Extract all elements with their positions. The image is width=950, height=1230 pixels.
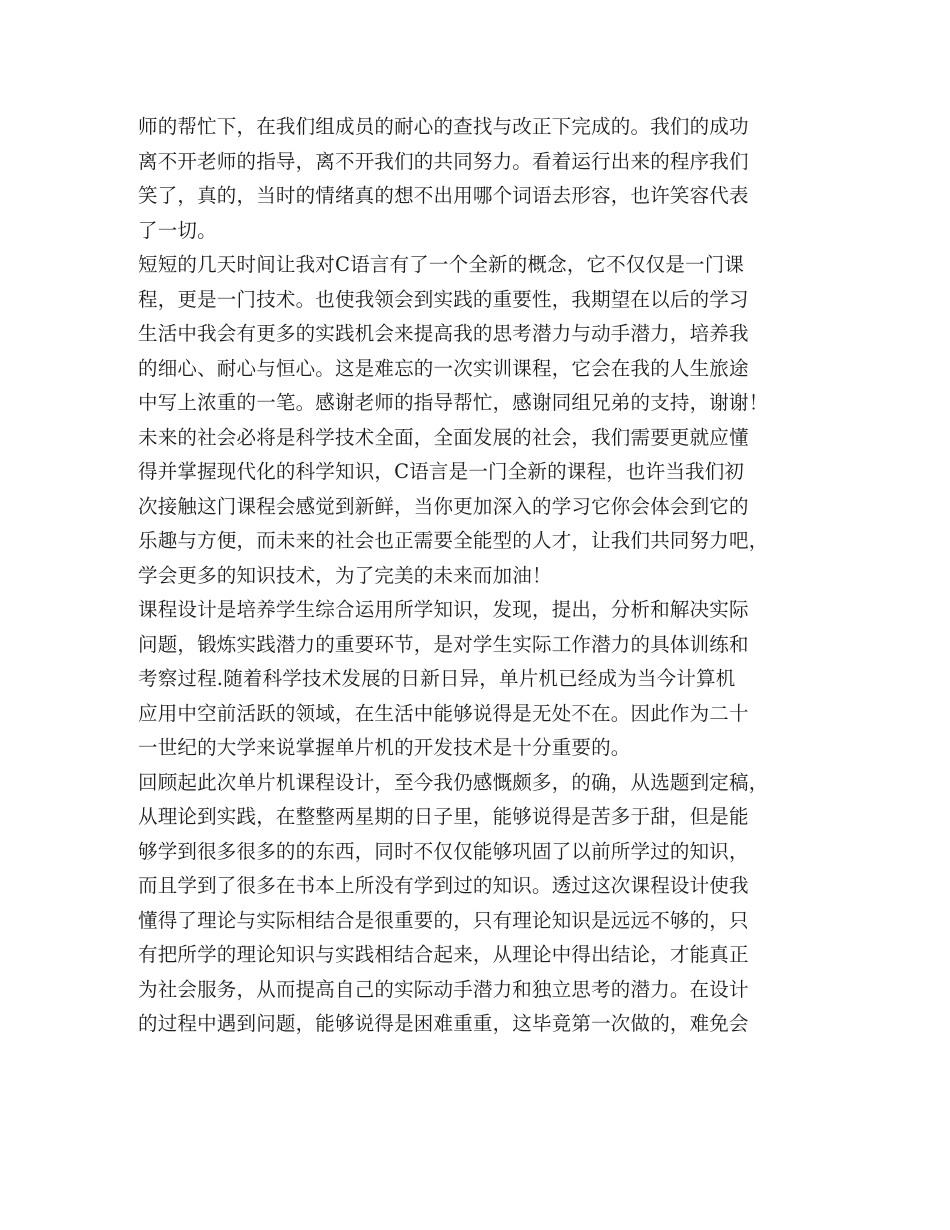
text-line-17: 考察过程.随着科学技术发展的日新日异，单片机已经成为当今计算机	[138, 667, 736, 690]
text-line-6: 程，更是一门技术。也使我领会到实践的重要性，我期望在以后的学习	[138, 287, 749, 311]
text-line-8: 的细心、耐心与恒心。这是难忘的一次实训课程，它会在我的人生旅途	[138, 356, 749, 380]
text-line-9: 中写上浓重的一笔。感谢老师的指导帮忙，感谢同组兄弟的支持，谢谢！	[138, 391, 769, 414]
text-line-24: 懂得了理论与实际相结合是很重要的，只有理论知识是远远不够的，只	[138, 908, 749, 932]
text-line-27: 的过程中遇到问题，能够说得是困难重重，这毕竟第一次做的，难免会	[138, 1012, 749, 1035]
text-line-12: 次接触这门课程会感觉到新鲜，当你更加深入的学习它你会体会到它的	[138, 494, 749, 518]
text-line-20: 回顾起此次单片机课程设计，至今我仍感慨颇多，的确，从选题到定稿，	[138, 770, 769, 794]
text-line-22: 够学到很多很多的的东西，同时不仅仅能够巩固了以前所学过的知识，	[138, 839, 749, 863]
text-line-5: 短短的几天时间让我对C语言有了一个全新的概念，它不仅仅是一门课	[138, 253, 745, 276]
text-line-11: 得并掌握现代化的科学知识，C语言是一门全新的课程，也许当我们初	[138, 460, 745, 483]
text-line-13: 乐趣与方便，而未来的社会也正需要全能型的人才，让我们共同努力吧，	[138, 529, 769, 552]
text-line-14: 学会更多的知识技术，为了完美的未来而加油！	[138, 563, 552, 587]
text-line-19: 一世纪的大学来说掌握单片机的开发技术是十分重要的。	[138, 736, 631, 759]
text-line-1: 师的帮忙下，在我们组成员的耐心的查找与改正下完成的。我们的成功	[138, 115, 749, 138]
text-line-18: 应用中空前活跃的领域，在生活中能够说得是无处不在。因此作为二十	[138, 701, 749, 725]
text-line-23: 而且学到了很多在书本上所没有学到过的知识。透过这次课程设计使我	[138, 874, 749, 897]
text-line-25: 有把所学的理论知识与实践相结合起来，从理论中得出结论，才能真正	[138, 943, 749, 966]
text-line-16: 问题，锻炼实践潜力的重要环节，是对学生实际工作潜力的具体训练和	[138, 632, 749, 656]
text-line-4: 了一切。	[138, 218, 217, 242]
text-line-15: 课程设计是培养学生综合运用所学知识，发现，提出，分析和解决实际	[138, 598, 749, 621]
text-line-21: 从理论到实践，在整整两星期的日子里，能够说得是苦多于甜，但是能	[138, 805, 749, 828]
text-line-3: 笑了，真的，当时的情绪真的想不出用哪个词语去形容，也许笑容代表	[138, 184, 749, 207]
text-line-10: 未来的社会必将是科学技术全面，全面发展的社会，我们需要更就应懂	[138, 425, 749, 449]
text-line-26: 为社会服务，从而提高自己的实际动手潜力和独立思考的潜力。在设计	[138, 977, 749, 1001]
text-line-2: 离不开老师的指导，离不开我们的共同努力。看着运行出来的程序我们	[138, 149, 749, 173]
text-line-7: 生活中我会有更多的实践机会来提高我的思考潜力与动手潜力，培养我	[138, 322, 749, 345]
document-body	[138, 110, 828, 1042]
